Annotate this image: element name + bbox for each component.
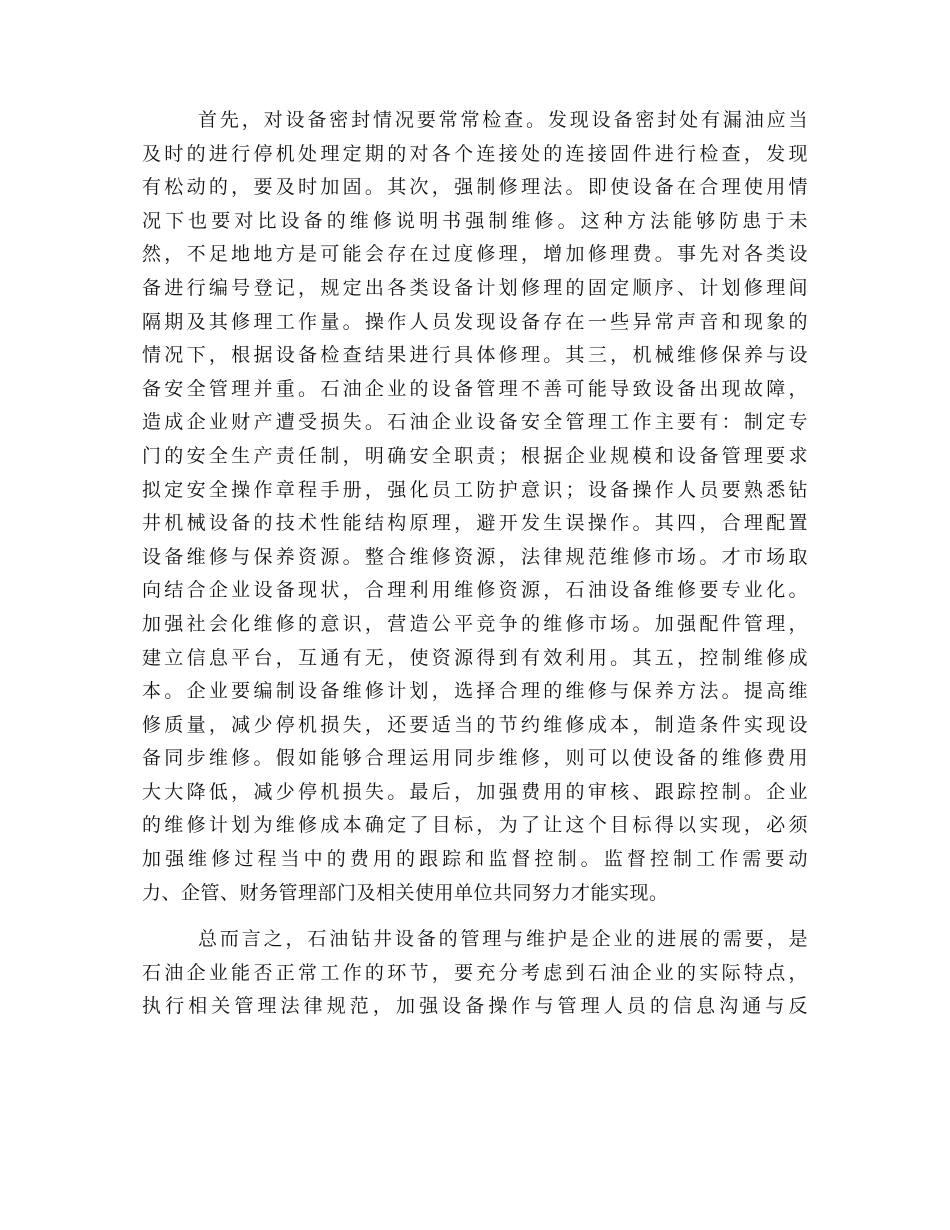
text-line: 况下也要对比设备的维修说明书强制维修。这种方法能够防患于未	[142, 209, 808, 232]
text-line: 设备维修与保养资源。整合维修资源，法律规范维修市场。才市场取	[142, 545, 808, 568]
text-line: 情况下，根据设备检查结果进行具体修理。其三，机械维修保养与设	[142, 344, 808, 367]
text-line: 向结合企业设备现状，合理利用维修资源，石油设备维修要专业化。	[142, 579, 808, 602]
body-text	[142, 104, 808, 1024]
text-line: 加强维修过程当中的费用的跟踪和监督控制。监督控制工作需要动	[142, 848, 808, 871]
text-line: 备安全管理并重。石油企业的设备管理不善可能导致设备出现故障，	[142, 377, 808, 400]
text-line: 首先，对设备密封情况要常常检查。发现设备密封处有漏油应当	[198, 109, 808, 131]
text-line: 总而言之，石油钻井设备的管理与维护是企业的进展的需要，是	[198, 928, 808, 951]
text-line: 拟定安全操作章程手册，强化员工防护意识；设备操作人员要熟悉钻	[142, 478, 808, 501]
text-line: 隔期及其修理工作量。操作人员发现设备存在一些异常声音和现象的	[142, 310, 808, 333]
text-line: 然，不足地地方是可能会存在过度修理，增加修理费。事先对各类设	[142, 243, 808, 266]
text-line: 备同步维修。假如能够合理运用同步维修，则可以使设备的维修费用	[142, 747, 808, 770]
text-line: 备进行编号登记，规定出各类设备计划修理的固定顺序、计划修理间	[142, 276, 808, 299]
text-line: 及时的进行停机处理定期的对各个连接处的连接固件进行检查，发现	[142, 142, 808, 165]
text-line: 加强社会化维修的意识，营造公平竞争的维修市场。加强配件管理，	[142, 612, 808, 635]
text-line: 建立信息平台，互通有无，使资源得到有效利用。其五，控制维修成	[142, 646, 808, 669]
paragraph-maintenance-methods	[142, 104, 808, 910]
text-line: 造成企业财产遭受损失。石油企业设备安全管理工作主要有：制定专	[142, 411, 808, 434]
text-line: 修质量，减少停机损失，还要适当的节约维修成本，制造条件实现设	[142, 713, 808, 736]
paragraph-conclusion	[142, 923, 808, 1024]
text-line: 有松动的，要及时加固。其次，强制修理法。即使设备在合理使用情	[142, 176, 808, 199]
paragraph-spacing	[142, 910, 808, 923]
text-line: 门的安全生产责任制，明确安全职责；根据企业规模和设备管理要求	[142, 444, 808, 467]
text-line: 本。企业要编制设备维修计划，选择合理的维修与保养方法。提高维	[142, 680, 808, 703]
text-line: 执行相关管理法律规范，加强设备操作与管理人员的信息沟通与反	[142, 995, 808, 1018]
text-line: 力、企管、财务管理部门及相关使用单位共同努力才能实现。	[142, 881, 669, 904]
text-line: 井机械设备的技术性能结构原理，避开发生误操作。其四，合理配置	[142, 512, 808, 535]
text-line: 的维修计划为维修成本确定了目标，为了让这个目标得以实现，必须	[142, 814, 808, 837]
text-line: 大大降低，减少停机损失。最后，加强费用的审核、跟踪控制。企业	[142, 780, 808, 803]
text-line: 石油企业能否正常工作的环节，要充分考虑到石油企业的实际特点，	[142, 961, 808, 984]
